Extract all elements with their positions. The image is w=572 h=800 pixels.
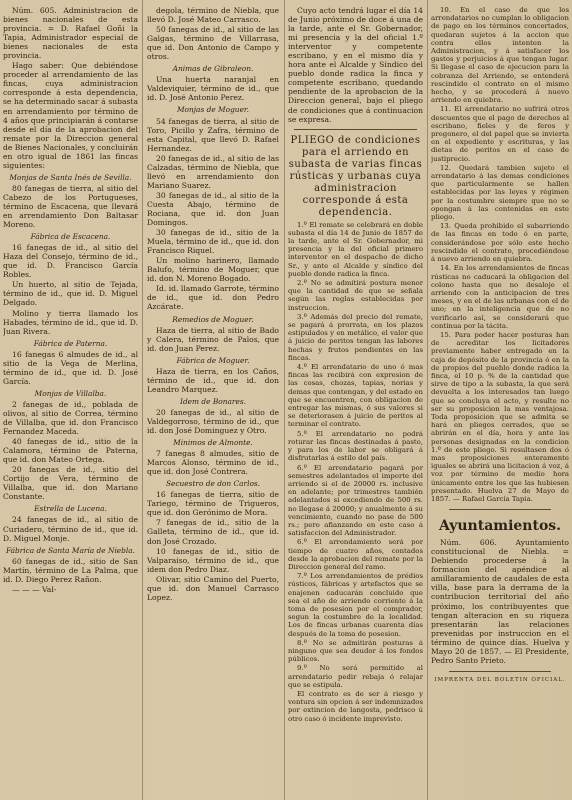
list-item: 40 fanegas de id., sitio de la Calamora, término de Paterna, que id. don Mateo Ortega. (3, 437, 138, 465)
list-item: 30 fanegas de id., sitio de la Muela, término de id., que id. don Francisco Riquel. (147, 228, 279, 256)
list-item: 54 fanegas de tierra, al sitio de Toro, Picillo y Zafra, término de esta Capital, que llevó D. Rafael Hernandez. (147, 116, 279, 153)
section-heading: Monjas de Santa Inés de Sevilla. (9, 172, 132, 182)
condition: 1.º El remate se celebrará en doble subasta el día 14 de Junio de 1857 de la tarde, ante el Sr. Gobernador, mi presencia y la del oficial primero interventor en el despacho de dicho Sr., y ante el Alcalde y síndico del pueblo donde radica la finca. (288, 220, 423, 278)
section-heading: Animas de Gibraleon. (172, 64, 254, 74)
list-item: 50 fanegas de id., al sitio de las Galgas, término de Villarrasa, que id. Don Antonio de Campo y otros. (147, 25, 279, 62)
condition: 12. Quedará tambien sujeto el arrendatario á las demas condiciones que particularmente se hallen establecidas por las leyes y régimen por la costumbre siempre que no se opongan á las contenidas en este pliego. (431, 163, 569, 222)
list-item: Id. id. llamado Garrote, término de id., que id. don Pedro Azcárate. (147, 284, 279, 312)
list-item: 7 fanegas de id., sitio de la Galleta, término de id., que id. don José Crozado. (147, 518, 279, 546)
list-item: degola, término de Niebla, que llevó D. José Mateo Carrasco. (147, 6, 279, 25)
list-item: Molino y tierra llamado los Habades, término de id., que id. D. Juan Rivera. (3, 308, 138, 336)
condition: 13. Queda prohibido el subarriendo de las fincas en todo ó en parte, considerándose por sólo este hecho rescindido el contrato, procediéndose á nuevo arriendo en quiebra. (431, 222, 569, 264)
section-heading: Monjas de Moguer. (176, 105, 250, 115)
list-item: — — — Val- (12, 584, 57, 594)
divider (449, 509, 551, 510)
condition: 9.º No será permitido al arrendatario pedir rebaja ó relajar que se estipula. (288, 664, 423, 689)
pliego-title: PLIEGO de condiciones para el arriendo en subasta de varias fincas rústicas y urbanas cuya administracion corresponde á esta dependencia. (288, 134, 423, 218)
condition: 2.º No se admitirá postura menor que la cantidad de que se señala según las reglas establecidas por instruccion. (288, 279, 423, 312)
column-rule (284, 0, 285, 800)
section-heading: Remedios de Moguer. (172, 314, 254, 324)
list-item: 20 fanegas de id., al sitio de Valdegorroso, término de id., que id. don José Dominguez y Otro. (147, 407, 279, 436)
condition: 3.º Además del precio del remate, se pagará á prorrata, en los plazos estipulados y en metálico, el valor que á juicio de peritos tengan las labores hechas y frutos pendientes en las fincas. (288, 312, 423, 362)
condition: 7.º Los arrendamientos de prédios rústicos, fábricas y artefactos que se enajenen caducarán concluido que sea el año de arriendo corriente á la toma de posesion por el comprador, segun la costumbre de la localidad. Los de fincas urbanas cuarenta días después de la toma de posesion. (288, 572, 423, 638)
notice-header: Núm. 605. Administracion de bienes nacionales de esta provincia. = D. Rafael Goñi la Tapia, Administrador especial de bienes nacionales de esta provincia. (3, 6, 138, 61)
column-4 (431, 6, 569, 794)
list-item: 16 fanegas 6 almudes de id., al sitio de la Vega de Merlina, término de id., que id. D. José García. (3, 349, 138, 386)
list-item: 7 fanegas 8 almudes, sitio de Marcos Alonso, término de id., que id. don José Contrera. (147, 449, 279, 477)
condition: 14. En los arrendamientos de fincas rústicas no caducará la obligacion del colono hasta que no desaloje el arriendo con la anticipacion de tres meses, y en el de las urbanas con el de uno; en la inteligencia que de no verificarlo así, se considerará que continua por la tácita. (431, 264, 569, 330)
column-1 (3, 6, 138, 794)
list-item: 2 fanegas de id., poblada de olivos, al sitio de Correa, término de Villalba, que id. don Francisco Fernandez Maceda. (3, 399, 138, 437)
list-item: 30 fanegas de id., al sitio de la Cuesta Abajo, término de Rociana, que id. don Juan Domingos. (147, 190, 279, 228)
list-item: Haza de tierra, al sitio de Bado y Calera, término de Palos, que id. don Juan Perez. (147, 325, 279, 353)
section-title: Ayuntamientos. (438, 518, 562, 535)
condition: 6.º El arrendamiento será por tiempo de cuatro años, contados desde la aprobacion del remate por la Direccion general del ramo. (288, 538, 423, 571)
section-heading: Fábrica de Escacena. (30, 232, 111, 242)
paragraph: Núm. 606. Ayuntamiento constitucional de Niebla. = Debiendo procederse á la formacion del apéndice al amillaramiento de caudales de esta villa, base para la derrama de la contribucion territorial del año próximo, los contribuyentes que tengan alteracion en su riqueza presentarán las relaciones prevenidas por instruccion en el término de quince días. Huelva y Mayo 20 de 1857. — El Presidente, Pedro Santo Prieto. (431, 538, 569, 665)
list-item: Un huerto, al sitio de Tejada, término de id., que id. D. Miguel Delgado. (3, 280, 138, 308)
condition: 10. En el caso de que los arrendatarios no cumplan lo obligacion de pago en los términos concertados, quedaran sujetos á la accion que contra ellos intenten la Administracion, y á satisfacer los gastos y perjuicios á que tengan lugar. Si llegase el caso de ejecucion para la cobranza del Arriendo, se entenderá rescindido el contrato en el mismo hecho, y se procederá á nuevo arriendo en quiebra. (431, 6, 569, 105)
list-item: 20 fanegas de id., sitio del Cortijo de Vera, término de Villalba, que id. don Mariano Constante. (3, 465, 138, 502)
list-item: 60 fanegas de id., sitio de San Martín, término de La Palma, que id. D. Diego Perez Rañon. (3, 556, 138, 584)
list-item: 24 fanegas de id., al sitio de Curiadero, término de id., que id. D. Miguel Monje. (3, 515, 138, 543)
section-heading: Fábrica de Moguer. (176, 355, 250, 365)
section-heading: Secuestro de don Carlos. (165, 479, 261, 489)
column-rule (427, 0, 428, 800)
divider (294, 129, 417, 130)
paragraph: Hago saber: Que debiéndose proceder al arrendamiento de las fincas, cuya administracion corresponde á esta dependencia, se ha determinado sacar á subasta en arrendamiento por término de 4 años que principiarán á contarse desde el día de la aprobacion del remate por la Direccion general de Bienes Nacionales, y concluirán en otro igual de 1861 las fincas siguientes: (3, 61, 138, 170)
list-item: 80 fanegas de tierra, al sitio del Cabezo de los Portugueses, término de Escacena, que llevará en arrendamiento Don Baltasar Moreno. (3, 183, 138, 230)
list-item: 16 fanegas de id., al sitio del Haza del Consejo, término de id., que id. D. Francisco García Robles. (3, 243, 138, 280)
section-heading: Fábrica de Santa María de Niebla. (5, 545, 136, 555)
list-item: Un molino harinero, llamado Balufo, término de Moguer, que id. don N. Moreno Bogado. (147, 256, 279, 284)
condition: 5.º El arrendatario no podrá roturar las fincas destinadas á pasto, y para los de labor se obligará á disfrutarlas á estilo del país. (288, 429, 423, 463)
column-2 (147, 6, 279, 794)
paragraph: Cuyo acto tendrá lugar el día 14 de Junio próximo de doce á una de la tarde, ante el Sr. Gobernador, mi presencia y la del oficial 1.º interventor y competente escribano, y en el mismo día y hora ante el Alcalde y Síndico del pueblo donde radica la finca y competente escribano, quedando pendiente de la aprobacion de la Direccion general, bajo el pliego de condiciones que á continuacion se expresa. (288, 6, 423, 124)
condition: 15. Para poder hacer posturas han de acreditar los licitadores previamente haber entregado en la caja de depósito de la provincia ó en la de propios del pueblo donde radica la finca, el 10 p. % de la cantidad que sirve de tipo a la subasta, la que será devuelta a los interesados tan luego que se concluya el acto, y resulte no ser su proposicion la mas ventajosa. Toda proposicion que se admita se hará en pliegos cerrados, que se abrirán en el día, hora y ante las personas designadas en la condicion 1.º de este pliego. Si resultasen dos ó mas proposiciones enteramente iguales se abrirá una licitacion á voz, á voz por término de medio hora únicamente entre los que las hubiesen presentado. Huelva 27 de Mayo de 1857. — Rafael García Tapia. (431, 330, 569, 503)
list-item: Olivar, sitio Camino del Puerto, que id. don Manuel Carrasco Lopez. (147, 574, 279, 602)
list-item: 20 fanegas de id., al sitio de las Calzadas, término de Niebla, que llevó en arrendamiento don Mariano Suarez. (147, 153, 279, 190)
section-heading: Monjas de Villalba. (34, 388, 107, 398)
printer-footer: IMPRENTA DEL BOLETIN OFICIAL. (434, 676, 566, 683)
column-3 (288, 6, 423, 794)
condition: 8.º No se admitirán posturas á ninguno que sea deudor á los fondos públicos. (288, 638, 423, 664)
condition: 4.º El arrendatario de uno ó mas fincas las recibirá con expresion de las cosas, chozas, tapias, norias y demas que contengan, y del estado en que se encuentren, con obligacion de entregar las mismas, ó sus valores si se deteriorasen á juicio de peritos al terminar el contrato. (288, 363, 423, 429)
section-heading: Estrella de Lucena. (34, 504, 107, 514)
list-item: 10 fanegas de id., sitio de Valparaiso, término de id., que idem don Pedro Diaz. (147, 546, 279, 574)
list-item: 16 fanegas de tierra, sitio de Tariego, término de Trigueros, que id. don Gerónimo de Mora. (147, 490, 279, 518)
list-item: Una huerta naranjal en Valdeviquier, término de id., que id. D. José Antonio Perez. (147, 75, 279, 103)
divider (449, 671, 551, 672)
section-heading: Fábrica de Paterna. (33, 338, 108, 348)
section-heading: Idem de Bonares. (180, 396, 246, 406)
section-heading: Minimos de Almonte. (173, 438, 253, 448)
condition: 11. El arrendatario no sufrirá otros descuentos que el pago de derechos al escribano, fieles y de feros y pregonero, el del papel que se invierta en el expediente y escrituras, y las dietas de peritos en el caso de justiprecio. (431, 105, 569, 163)
list-item: Haza de tierra, en los Caños, término de id., que id. don Leandro Marquez. (147, 366, 279, 394)
condition: 6.º El arrendatario pagará por semestres adelantados el importe del arriendo si el de 20000 rs. inclusive en adelante; por trimestres también adelantados si excediendo de 500 rs. no llegase á 20000; y anualmente á su vencimiento, cuando no pase de 500 rs.; pero afianzando en este caso á satisfaccion del Administrador. (288, 463, 423, 538)
conditions-list (288, 221, 423, 723)
condition: El contrato es de ser á riesgo y ventura sin opcion á ser indemnizados por extincion de langosta, pedrisco ú otro caso ó incidente imprevisto. (288, 689, 423, 723)
column-rule (142, 0, 143, 800)
conditions-list (431, 6, 569, 503)
